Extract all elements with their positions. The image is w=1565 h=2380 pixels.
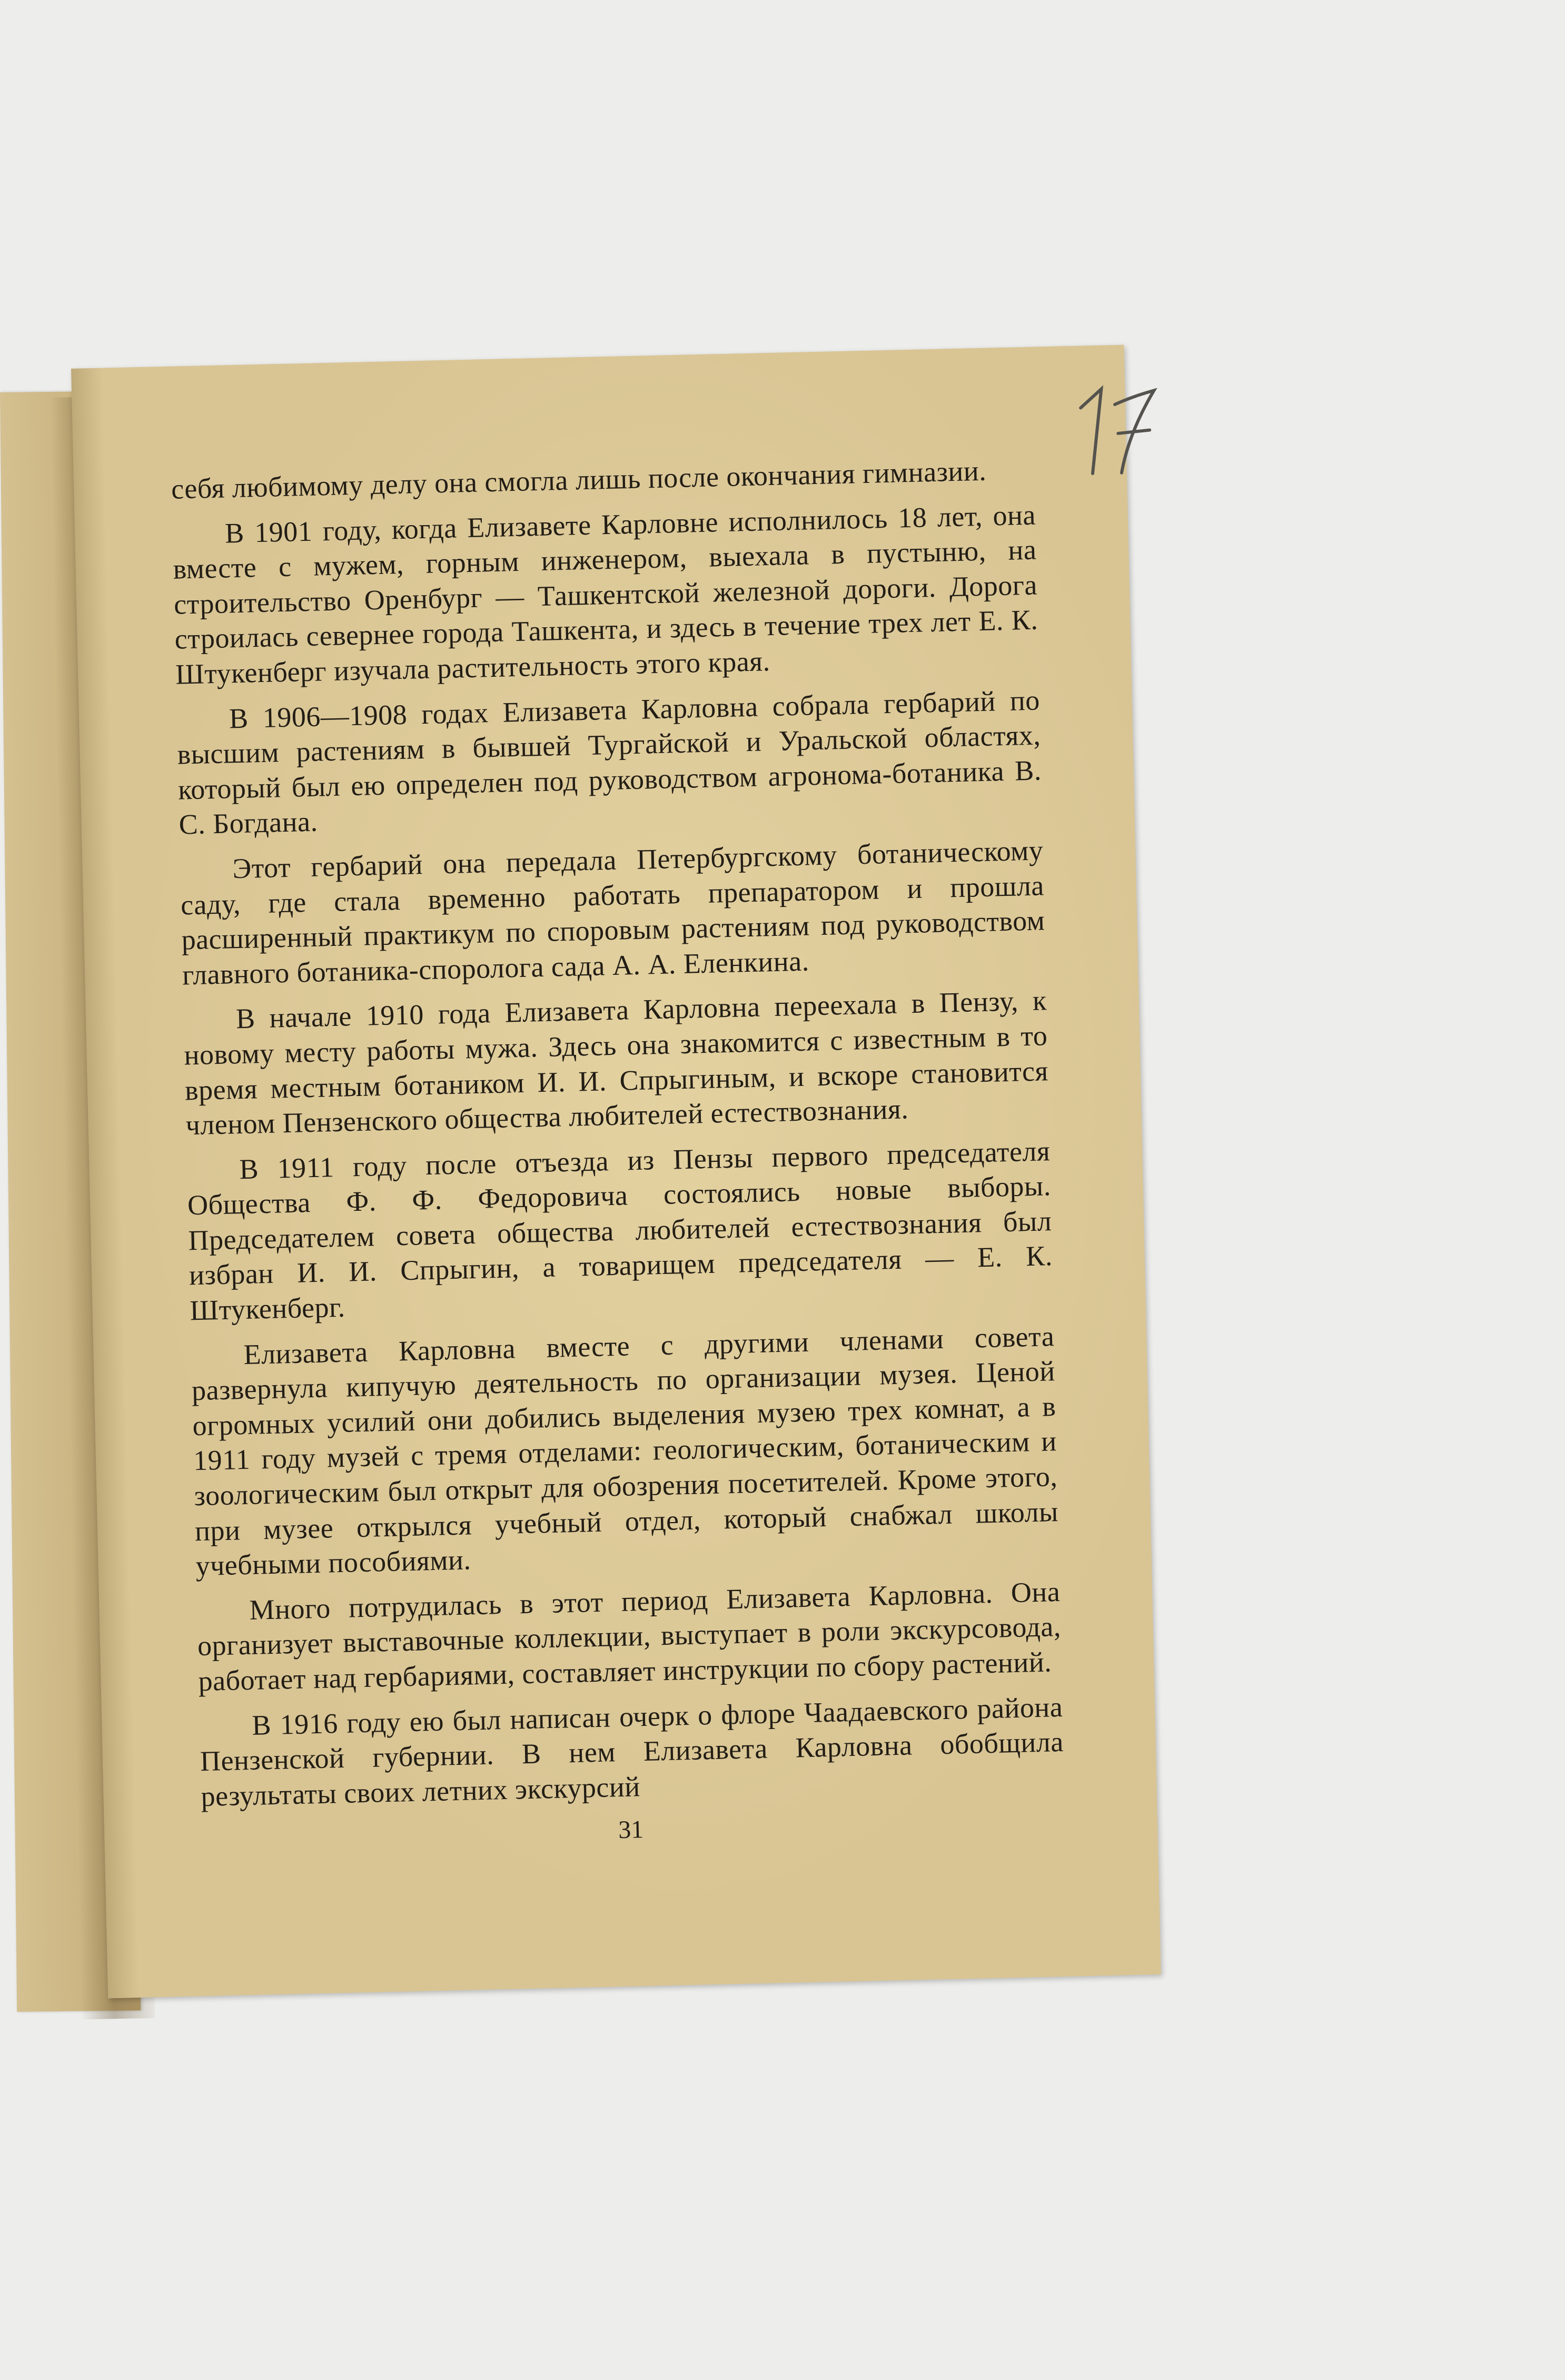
paragraph: В 1901 году, когда Елизавете Карловне исполнилось 18 лет, она вместе с мужем, горным инженером, выехала в пустыню, на строительство Оренбург — Ташкентской железной дороги. Дорога строилась севернее города Ташкента, и здесь в течение трех лет Е. К. Штукенберг изучала растительность этого края.: [173, 499, 1038, 690]
handwritten-page-mark: [1064, 374, 1166, 482]
book-page: [71, 345, 1161, 1999]
paragraph: В 1916 году ею был написан очерк о флоре Чаадаевского района Пензенской губернии. В нем Елизавета Карловна обобщила результаты своих летних экскурсий: [200, 1691, 1064, 1812]
paragraph: Елизавета Карловна вместе с другими членами совета развернула кипучую деятельность по организации музея. Ценой огромных усилий они добились выделения музею трех комнат, а в 1911 году музей с тремя отделами: геологическим, ботаническим и зоологическим был открыт для обозрения посетителей. Кроме этого, при музее открылся учебный отдел, который снабжал школы учебными пособиями.: [191, 1320, 1059, 1582]
page-number: 31: [618, 1815, 644, 1844]
paragraph: В 1911 году после отъезда из Пензы первого председателя Общества Ф. Ф. Федоровича состоялись новые выборы. Председателем совета общества любителей естествознания был избран И. И. Спрыгин, а товарищем председателя — Е. К. Штукенберг.: [187, 1134, 1053, 1327]
body-text: [171, 452, 1064, 1814]
paragraph: себя любимому делу она смогла лишь после окончания гимназии.: [171, 455, 987, 505]
paragraph: В начале 1910 года Елизавета Карловна переехала в Пензу, к новому месту работы мужа. Здесь она знакомится с известным в то время местным ботаником И. И. Спрыгиным, и вскоре становится членом Пензенского общества любителей естествознания.: [183, 984, 1049, 1141]
paragraph: Много потрудилась в этот период Елизавета Карловна. Она организует выставочные коллекции, выступает в роли экскурсовода, работает над гербариями, составляет инструкции по сбору растений.: [197, 1575, 1062, 1697]
paragraph: В 1906—1908 годах Елизавета Карловна собрала гербарий по высшим растениям в бывшей Тургайской и Уральской областях, который был ею определен под руководством агронома-ботаника В. С. Богдана.: [176, 684, 1042, 841]
paragraph: Этот гербарий она передала Петербургскому ботаническому саду, где стала временно работать препаратором и прошла расширенный практикум по споровым растениям под руководством главного ботаника-споролога сада А. А. Еленкина.: [180, 834, 1045, 991]
